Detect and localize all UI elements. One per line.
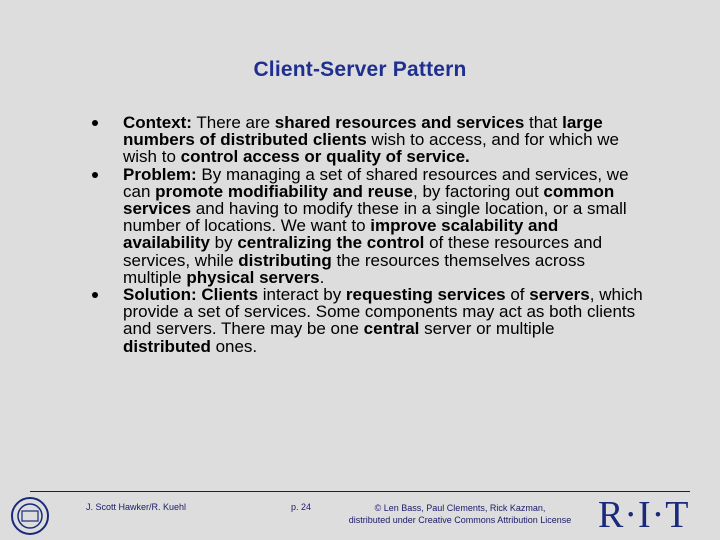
bold-text: physical servers xyxy=(186,267,320,287)
text-segment: , which provide a set of services. Some components may act as both clients and servers. There may be one xyxy=(123,285,643,339)
bold-text: centralizing the control xyxy=(237,233,425,253)
bold-text: distributing xyxy=(238,250,332,270)
bold-text: promote modifiability and reuse xyxy=(155,181,414,201)
text-segment: . xyxy=(319,267,325,287)
bullet-text xyxy=(123,113,619,166)
text-segment: interact by xyxy=(258,285,346,305)
bullet-item xyxy=(0,114,643,166)
bullet-list xyxy=(0,114,720,355)
text-segment: By managing a set of shared resources and services, we can xyxy=(123,164,629,201)
bold-text: common services xyxy=(123,181,615,219)
text-segment: , by factoring out xyxy=(413,181,544,201)
footer-divider xyxy=(30,491,690,492)
bullet-dot-icon xyxy=(92,172,98,178)
bullet-item xyxy=(0,286,643,355)
bullet-dot-icon xyxy=(92,120,98,126)
text-segment: ones. xyxy=(210,336,258,356)
page-number: p. 24 xyxy=(291,502,312,512)
text-segment: of these resources and services, while xyxy=(123,233,603,270)
copyright-notice xyxy=(330,502,590,526)
bold-text: Problem: xyxy=(123,164,197,184)
bold-text: control access or quality of service. xyxy=(180,147,470,167)
bullet-dot-icon xyxy=(92,292,98,298)
text-segment: and having to modify these in a single location, or a small number of locations. We want to xyxy=(123,199,627,236)
text-segment: that xyxy=(524,113,563,132)
bold-text: central xyxy=(363,319,420,339)
text-segment: the resources themselves across multiple xyxy=(123,250,585,287)
bold-text: Context: xyxy=(123,113,192,132)
bold-text: requesting services xyxy=(345,285,506,305)
department-seal-icon xyxy=(8,494,64,538)
copyright-line-1: © Len Bass, Paul Clements, Rick Kazman, xyxy=(374,503,546,513)
text-segment: server or multiple xyxy=(419,319,555,339)
rit-logo: R·I·T xyxy=(598,494,690,536)
text-segment: of xyxy=(505,285,530,305)
slide-title: Client-Server Pattern xyxy=(253,58,467,81)
text-segment: wish to access, and for which we wish to xyxy=(123,130,619,167)
bullet-item xyxy=(0,166,643,286)
bold-text: improve scalability and availability xyxy=(123,216,559,253)
footer-author: J. Scott Hawker/R. Kuehl xyxy=(86,502,187,512)
bold-text: shared resources and services xyxy=(274,113,525,132)
bold-text: servers xyxy=(529,285,590,305)
text-segment: There are xyxy=(191,113,275,132)
bold-text: large numbers of distributed clients xyxy=(123,113,603,150)
text-segment: by xyxy=(209,233,238,253)
bullet-text xyxy=(123,285,643,356)
copyright-line-2: distributed under Creative Commons Attribution License xyxy=(348,515,572,525)
bullet-text xyxy=(123,165,629,287)
bold-text: distributed xyxy=(123,336,211,356)
bold-text: Solution: Clients xyxy=(123,285,259,305)
